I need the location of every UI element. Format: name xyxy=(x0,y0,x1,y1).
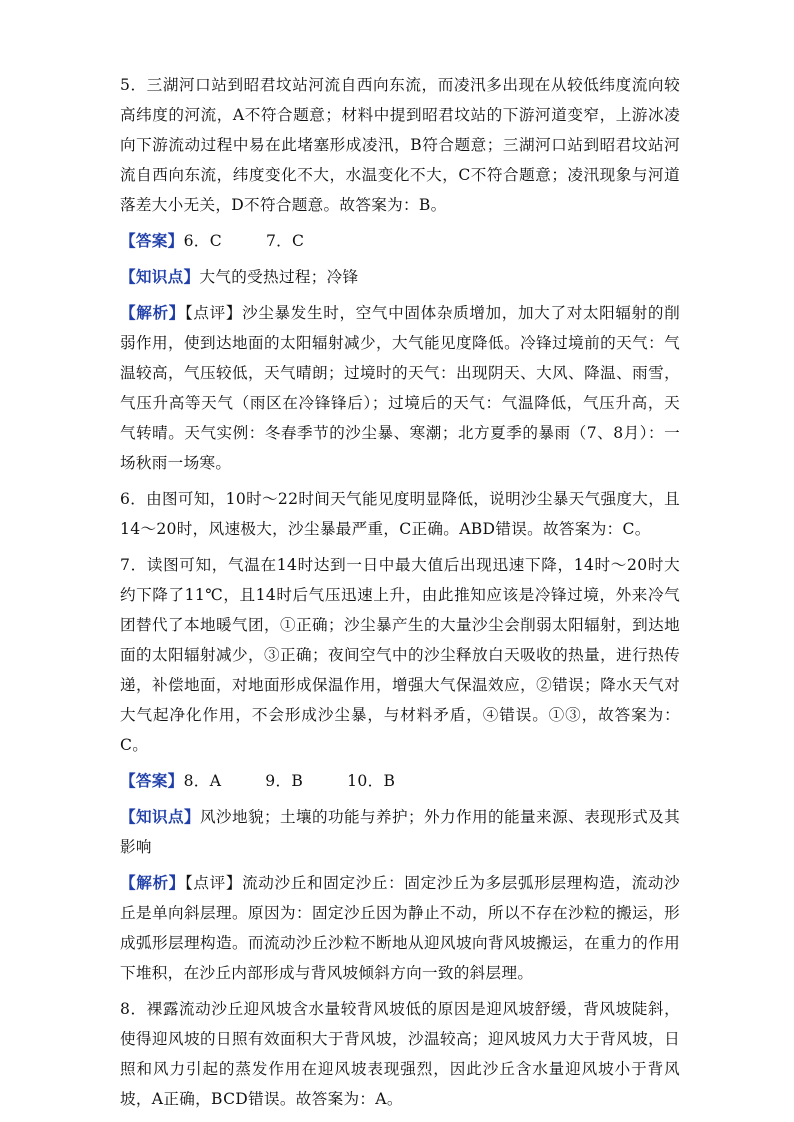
comment-text: 流动沙丘和固定沙丘：固定沙丘为多层弧形层理构造，流动沙丘是单向斜层理。原因为：固定沙丘因为静止不动，所以不存在沙粒的搬运，形成弧形层理构造。而流动沙丘沙粒不断地从迎风坡向背风坡搬运，在重力的作用下堆积，在沙丘内部形成与背风坡倾斜方向一致的斜层理。 xyxy=(120,874,681,982)
answer-9: 9．B xyxy=(265,772,304,790)
answer-6: 6．C xyxy=(183,232,222,250)
explanation-q8: 8．裸露流动沙丘迎风坡含水量较背风坡低的原因是迎风坡舒缓，背风坡陡斜，使得迎风坡的日照有效面积大于背风坡，沙温较高；迎风坡风力大于背风坡，日照和风力引起的蒸发作用在迎风坡表现强烈，因此沙丘含水量迎风坡小于背风坡，A正确，BCD错误。故答案为：A。 xyxy=(120,1000,680,1108)
analysis-comment-8-10 xyxy=(120,868,680,988)
explanation-q7: 7．读图可知，气温在14时达到一日中最大值后出现迅速下降，14时～20时大约下降了11℃，且14时后气压迅速上升，由此推知应该是冷锋过境，外来冷气团替代了本地暖气团，①正确；沙尘暴产生的大量沙尘会削弱太阳辐射，到达地面的太阳辐射减少，③正确；夜间空气中的沙尘释放白天吸收的热量，进行热传递，补偿地面，对地面形成保温作用，增强大气保温效应，②错误；降水天气对大气起净化作用，不会形成沙尘暴，与材料矛盾，④错误。①③，故答案为：C。 xyxy=(120,556,680,754)
answer-tag: 【答案】 xyxy=(120,231,184,250)
knowledge-point-6-7 xyxy=(120,262,680,292)
knowledge-tag: 【知识点】 xyxy=(120,807,201,826)
answer-line-6-7 xyxy=(120,226,680,256)
answer-tag: 【答案】 xyxy=(120,771,184,790)
answer-8: 8．A xyxy=(183,772,222,790)
knowledge-text: 风沙地貌；土壤的功能与养护；外力作用的能量来源、表现形式及其影响 xyxy=(120,808,680,856)
comment-text: 沙尘暴发生时，空气中固体杂质增加，加大了对太阳辐射的削弱作用，使到达地面的太阳辐射减少，大气能见度降低。冷锋过境前的天气：气温较高，气压较低，天气晴朗；过境时的天气：出现阴天、大风、降温、雨雪，气压升高等天气（雨区在冷锋锋后）；过境后的天气：气温降低，气压升高，天气转晴。天气实例：冬春季节的沙尘暴、寒潮；北方夏季的暴雨（7、8月）：一场秋雨一场寒。 xyxy=(120,304,681,472)
knowledge-point-8-10 xyxy=(120,802,680,862)
answer-10: 10．B xyxy=(347,772,396,790)
knowledge-tag: 【知识点】 xyxy=(120,267,200,286)
comment-tag: 【点评】 xyxy=(184,874,243,892)
explanation-q6: 6．由图可知，10时～22时间天气能见度明显降低，说明沙尘暴天气强度大，且14～20时，风速极大，沙尘暴最严重，C正确。ABD错误。故答案为：C。 xyxy=(120,490,680,538)
knowledge-text: 大气的受热过程；冷锋 xyxy=(199,268,359,286)
analysis-tag: 【解析】 xyxy=(120,303,185,322)
comment-tag: 【点评】 xyxy=(184,304,243,322)
answer-line-8-10 xyxy=(120,766,680,796)
document-body xyxy=(120,70,680,1114)
explanation-q5: 5．三湖河口站到昭君坟站河流自西向东流，而凌汛多出现在从较低纬度流向较高纬度的河流，A不符合题意；材料中提到昭君坟站的下游河道变窄，上游冰凌向下游流动过程中易在此堵塞形成凌汛，B符合题意；三湖河口站到昭君坟站河流自西向东流，纬度变化不大，水温变化不大，C不符合题意；凌汛现象与河道落差大小无关，D不符合题意。故答案为：B。 xyxy=(120,76,680,214)
analysis-tag: 【解析】 xyxy=(120,873,185,892)
answer-7: 7．C xyxy=(265,232,305,250)
analysis-comment-6-7 xyxy=(120,298,680,478)
